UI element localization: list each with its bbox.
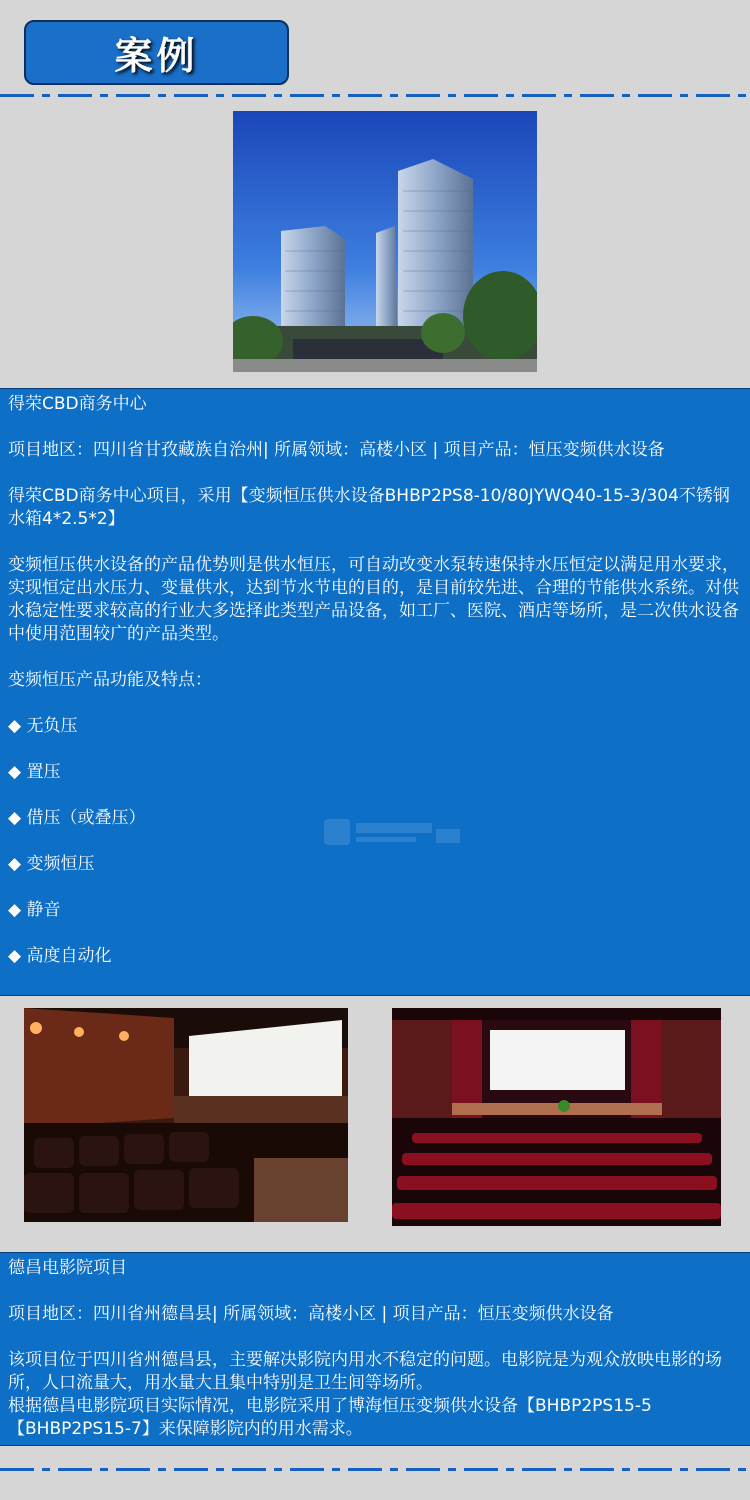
project-adoption: 得荣CBD商务中心项目，采用【变频恒压供水设备BHBP2PS8-10/80JYWQ40-15-3/304不锈钢水箱4*2.5*2】 [8, 486, 730, 529]
project-panel-2 [0, 1252, 750, 1446]
project-description: 变频恒压供水设备的产品优势则是供水恒压，可自动改变水泵转速保持水压恒定以满足用水要求，实现恒定出水压力、变量供水，达到节水节电的目的，是目前较先进、合理的节能供水系统。对供水稳定性要求较高的行业大多选择此类型产品设备，如工厂、医院、酒店等场所，是二次供水设备中使用范围较广的产品类型。 [8, 555, 739, 644]
feature-item: ◆ 借压（或叠压） [8, 808, 146, 828]
feature-item: ◆ 变频恒压 [8, 854, 95, 874]
project-region: 项目地区：四川省甘孜藏族自治州| 所属领域：高楼小区 | 项目产品：恒压变频供水设备 [8, 440, 665, 460]
feature-item: ◆ 置压 [8, 762, 61, 782]
project-panel-1 [0, 388, 750, 996]
section-title-box [24, 20, 289, 85]
feature-item: ◆ 高度自动化 [8, 946, 112, 966]
project-region: 项目地区：四川省州德昌县| 所属领域：高楼小区 | 项目产品：恒压变频供水设备 [8, 1304, 614, 1324]
feature-item: ◆ 无负压 [8, 716, 78, 736]
section-title: 案例 [114, 34, 199, 78]
building-photo [233, 111, 537, 372]
divider-bottom [0, 1468, 750, 1471]
project-name: 得荣CBD商务中心 [8, 394, 147, 414]
watermark-logo [324, 815, 464, 849]
project-description: 该项目位于四川省州德昌县，主要解决影院内用水不稳定的问题。电影院是为观众放映电影的场所，人口流量大，用水量大且集中特别是卫生间等场所。 [8, 1350, 722, 1393]
cinema-photo-2 [392, 1008, 721, 1226]
feature-item: ◆ 静音 [8, 900, 61, 920]
cinema-photo-1 [24, 1008, 348, 1222]
features-title: 变频恒压产品功能及特点： [8, 670, 212, 690]
project-adoption: 根据德昌电影院项目实际情况，电影院采用了博海恒压变频供水设备【BHBP2PS15-5【BHBP2PS15-7】来保障影院内的用水需求。 [8, 1396, 652, 1439]
divider-top [0, 94, 750, 97]
project-name: 德昌电影院项目 [8, 1258, 127, 1278]
